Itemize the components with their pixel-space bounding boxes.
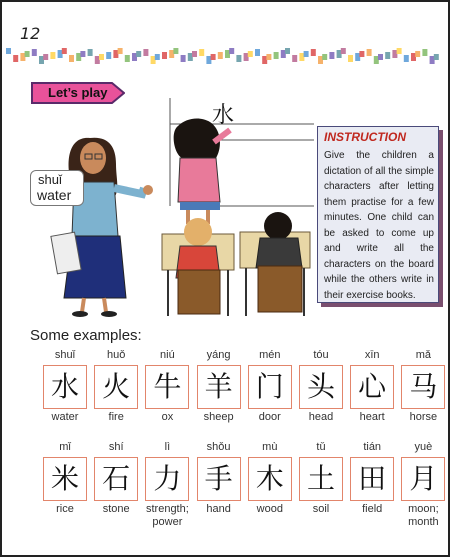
pinyin-label: mǎ [415, 349, 432, 361]
pinyin-label: shí [108, 441, 124, 453]
confetti-piece [192, 51, 197, 57]
english-meaning: field [362, 503, 383, 515]
confetti-piece [80, 51, 85, 57]
chinese-character: 米 [50, 462, 79, 495]
chinese-character: 水 [50, 370, 79, 403]
pinyin-label: yáng [206, 349, 231, 361]
confetti-piece [125, 55, 130, 62]
confetti-piece [266, 54, 271, 60]
confetti-piece [50, 52, 55, 59]
character-box [248, 457, 292, 501]
english-meaning: water [51, 411, 79, 423]
english-meaning: horse [409, 411, 438, 423]
pinyin-label: lì [164, 441, 171, 453]
character-box [43, 457, 87, 501]
chinese-character: 力 [153, 462, 182, 495]
english-meaning: door [258, 411, 281, 423]
confetti-piece [43, 54, 48, 60]
chinese-character: 月 [409, 462, 438, 495]
confetti-piece [255, 49, 260, 56]
confetti-piece [181, 55, 186, 62]
chinese-character: 田 [358, 462, 387, 495]
confetti-piece [236, 55, 241, 62]
chinese-character: 木 [255, 462, 284, 495]
confetti-piece [69, 55, 74, 62]
confetti-piece [199, 49, 204, 56]
chinese-character: 门 [255, 370, 284, 403]
seated-students [176, 212, 302, 314]
chinese-character: 牛 [153, 370, 182, 403]
character-box [197, 365, 241, 409]
chinese-character: 石 [102, 462, 131, 495]
character-box [197, 457, 241, 501]
pinyin-label: mù [262, 441, 278, 453]
confetti-piece [415, 51, 420, 57]
confetti-piece [341, 48, 346, 54]
english-meaning: ox [161, 411, 174, 423]
confetti-piece [162, 52, 167, 59]
confetti-piece [13, 55, 18, 62]
classroom-illustration [30, 98, 314, 324]
speech-bubble [30, 170, 84, 206]
confetti-piece [25, 51, 30, 57]
confetti-piece [329, 52, 334, 59]
confetti-piece [143, 49, 148, 56]
teacher-figure [51, 138, 153, 317]
character-box [401, 365, 445, 409]
lets-play-label: Let’s play [48, 85, 108, 100]
confetti-piece [274, 52, 279, 59]
english-meaning: rice [56, 503, 74, 515]
confetti-piece [248, 51, 253, 57]
character-box [248, 365, 292, 409]
confetti-piece [136, 51, 141, 57]
character-box [43, 365, 87, 409]
confetti-piece [155, 54, 160, 60]
confetti-piece [32, 49, 37, 56]
confetti-border-decoration [6, 44, 444, 66]
pinyin-label: shǒu [206, 441, 231, 453]
character-box [94, 457, 138, 501]
pinyin-label: niú [160, 349, 175, 361]
confetti-piece [311, 49, 316, 56]
confetti-piece [173, 48, 178, 54]
confetti-piece [106, 52, 111, 59]
confetti-piece [397, 48, 402, 54]
examples-label: Some examples: [30, 327, 142, 344]
instruction-title: INSTRUCTION [324, 130, 406, 144]
pinyin-label: mén [259, 349, 281, 361]
character-box [299, 457, 343, 501]
page-number: 12 [20, 24, 41, 43]
english-meaning: strength; power [145, 503, 189, 528]
english-meaning: moon; month [408, 503, 439, 528]
character-box [350, 457, 394, 501]
pinyin-label: xīn [364, 349, 380, 361]
english-meaning: soil [312, 503, 330, 515]
confetti-piece [322, 54, 327, 60]
confetti-piece [118, 48, 123, 54]
instruction-box [317, 126, 439, 303]
confetti-piece [229, 48, 234, 54]
confetti-piece [88, 49, 93, 56]
chinese-character: 手 [204, 462, 233, 495]
chinese-character: 马 [409, 370, 438, 403]
english-meaning: wood [256, 503, 283, 515]
confetti-piece [99, 54, 104, 60]
character-box [350, 365, 394, 409]
pinyin-label: huǒ [107, 349, 126, 361]
english-meaning: head [308, 411, 334, 423]
confetti-piece [404, 55, 409, 62]
english-meaning: fire [108, 411, 124, 423]
confetti-piece [359, 51, 364, 57]
character-box [299, 365, 343, 409]
confetti-piece [6, 48, 11, 54]
english-meaning: heart [359, 411, 385, 423]
bubble-pinyin: shuǐ [38, 172, 62, 187]
confetti-piece [292, 55, 297, 62]
character-box [94, 365, 138, 409]
confetti-piece [378, 54, 383, 60]
pinyin-label: tǔ [316, 441, 326, 453]
board-character: 水 [212, 103, 235, 128]
confetti-piece [211, 54, 216, 60]
character-box [145, 457, 189, 501]
english-meaning: sheep [203, 411, 234, 423]
child-at-board-figure [174, 119, 230, 224]
chinese-character: 火 [102, 370, 131, 403]
confetti-piece [434, 54, 439, 60]
bubble-english: water [37, 187, 72, 203]
chinese-character: 土 [306, 462, 335, 495]
confetti-piece [367, 49, 372, 56]
confetti-piece [218, 52, 223, 59]
english-meaning: hand [206, 503, 231, 515]
pinyin-label: shuǐ [54, 349, 76, 361]
instruction-body: Give the children a dictation of all the simple characters after letting them practise for a few minutes. One child can be asked to come up and write all the characters on the board while the others write in their exercise books. [324, 150, 434, 301]
confetti-piece [348, 55, 353, 62]
confetti-piece [285, 48, 290, 54]
confetti-piece [385, 52, 390, 59]
english-meaning: stone [102, 503, 130, 515]
chinese-character: 羊 [204, 370, 233, 403]
pinyin-label: tián [363, 441, 382, 453]
confetti-piece [304, 51, 309, 57]
character-box [145, 365, 189, 409]
pinyin-label: yuè [414, 441, 433, 453]
chinese-character: 心 [358, 370, 387, 403]
confetti-piece [62, 48, 67, 54]
character-box [401, 457, 445, 501]
pinyin-label: tóu [313, 349, 329, 361]
confetti-piece [422, 49, 427, 56]
chinese-character: 头 [306, 370, 335, 403]
pinyin-label: mǐ [59, 441, 71, 453]
